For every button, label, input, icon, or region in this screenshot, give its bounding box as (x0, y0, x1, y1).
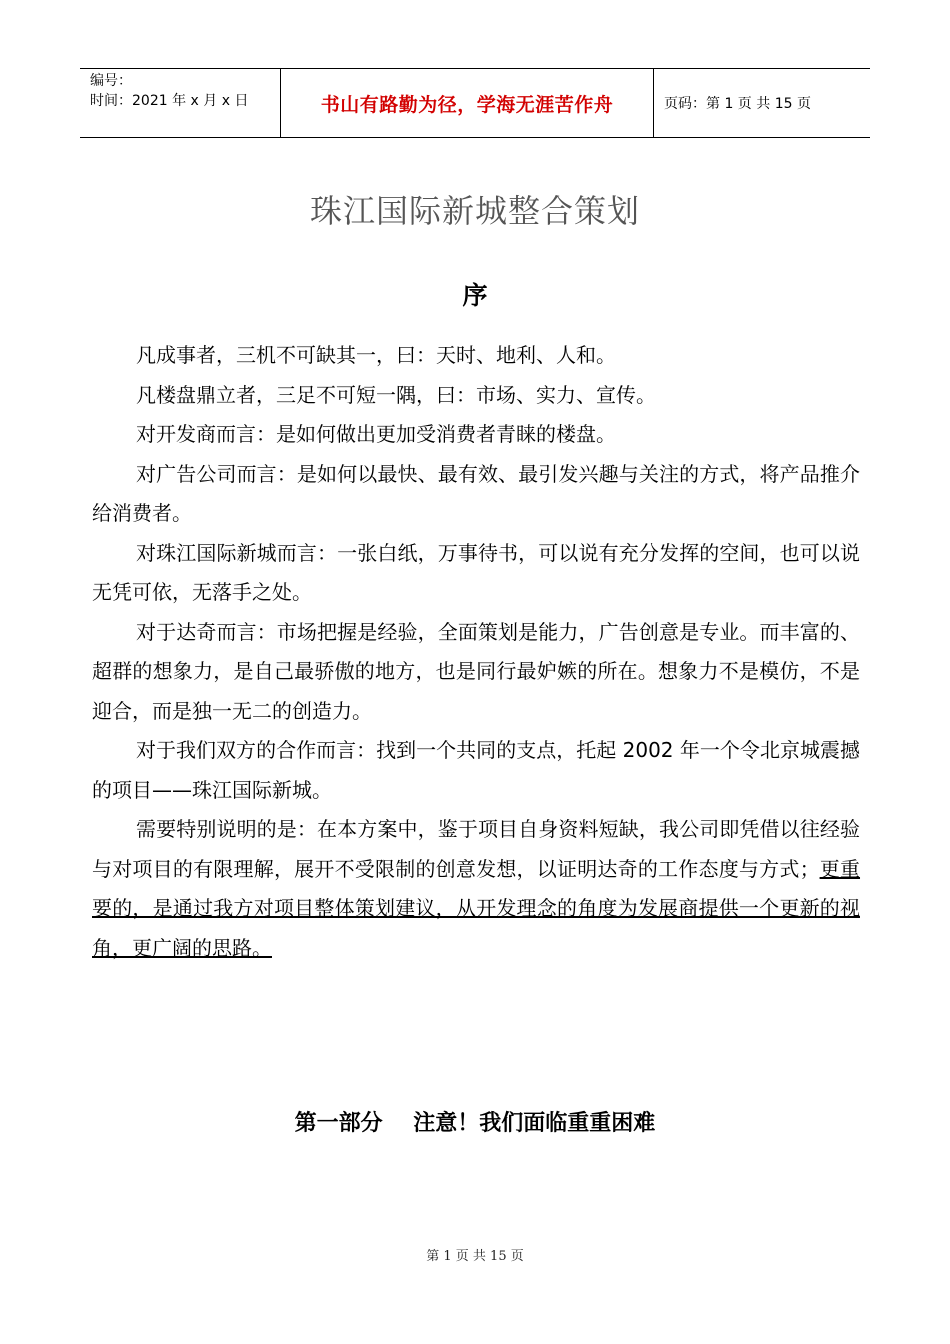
paragraph: 对广告公司而言：是如何以最快、最有效、最引发兴趣与关注的方式，将产品推介给消费者。 (92, 461, 860, 525)
number-label: 编号： (90, 73, 132, 89)
paragraph: 对于达奇而言：市场把握是经验，全面策划是能力，广告创意是专业。而丰富的、超群的想象力，是自己最骄傲的地方，也是同行最妒嫉的所在。想象力不是模仿，不是迎合，而是独一无二的创造力。 (92, 619, 860, 723)
time-label: 时间：2021 年 x 月 x 日 (90, 93, 249, 109)
final-paragraph-text: 需要特别说明的是：在本方案中，鉴于项目自身资料短缺，我公司即凭借以往经验与对项目的有限理解，展开不受限制的创意发想，以证明达奇的工作态度与方式； (92, 817, 860, 881)
paragraph: 凡成事者，三机不可缺其一，曰：天时、地利、人和。 (136, 343, 616, 367)
part-one-heading: 第一部分 注意！我们面临重重困难 (294, 1111, 656, 1136)
paragraph: 对开发商而言：是如何做出更加受消费者青睐的楼盘。 (136, 422, 616, 446)
paragraph: 凡楼盘鼎立者，三足不可短一隅，曰：市场、实力、宣传。 (136, 382, 656, 407)
page-footer: 第 1 页 共 15 页 (426, 1249, 524, 1264)
final-paragraph-underlined: 更重要的，是通过我方对项目整体策划建议，从开发理念的角度为发展商提供一个更新的视角，更广阔的思路。 (92, 856, 861, 960)
header-page-info: 页码：第 1 页 共 15 页 (664, 96, 811, 112)
preface-heading: 序 (462, 281, 488, 310)
paragraph: 对珠江国际新城而言：一张白纸，万事待书，可以说有充分发挥的空间，也可以说无凭可依，无落手之处。 (92, 540, 860, 604)
header-motto: 书山有路勤为径，学海无涯苦作舟 (281, 69, 654, 137)
paragraph: 对于我们双方的合作而言：找到一个共同的支点，托起 2002 年一个令北京城震撼的项目——珠江国际新城。 (92, 738, 860, 802)
document-title: 珠江国际新城整合策划 (309, 192, 640, 230)
final-paragraph (92, 810, 860, 968)
header-meta (80, 69, 281, 137)
page-header (80, 68, 870, 138)
preface-body (92, 336, 860, 968)
